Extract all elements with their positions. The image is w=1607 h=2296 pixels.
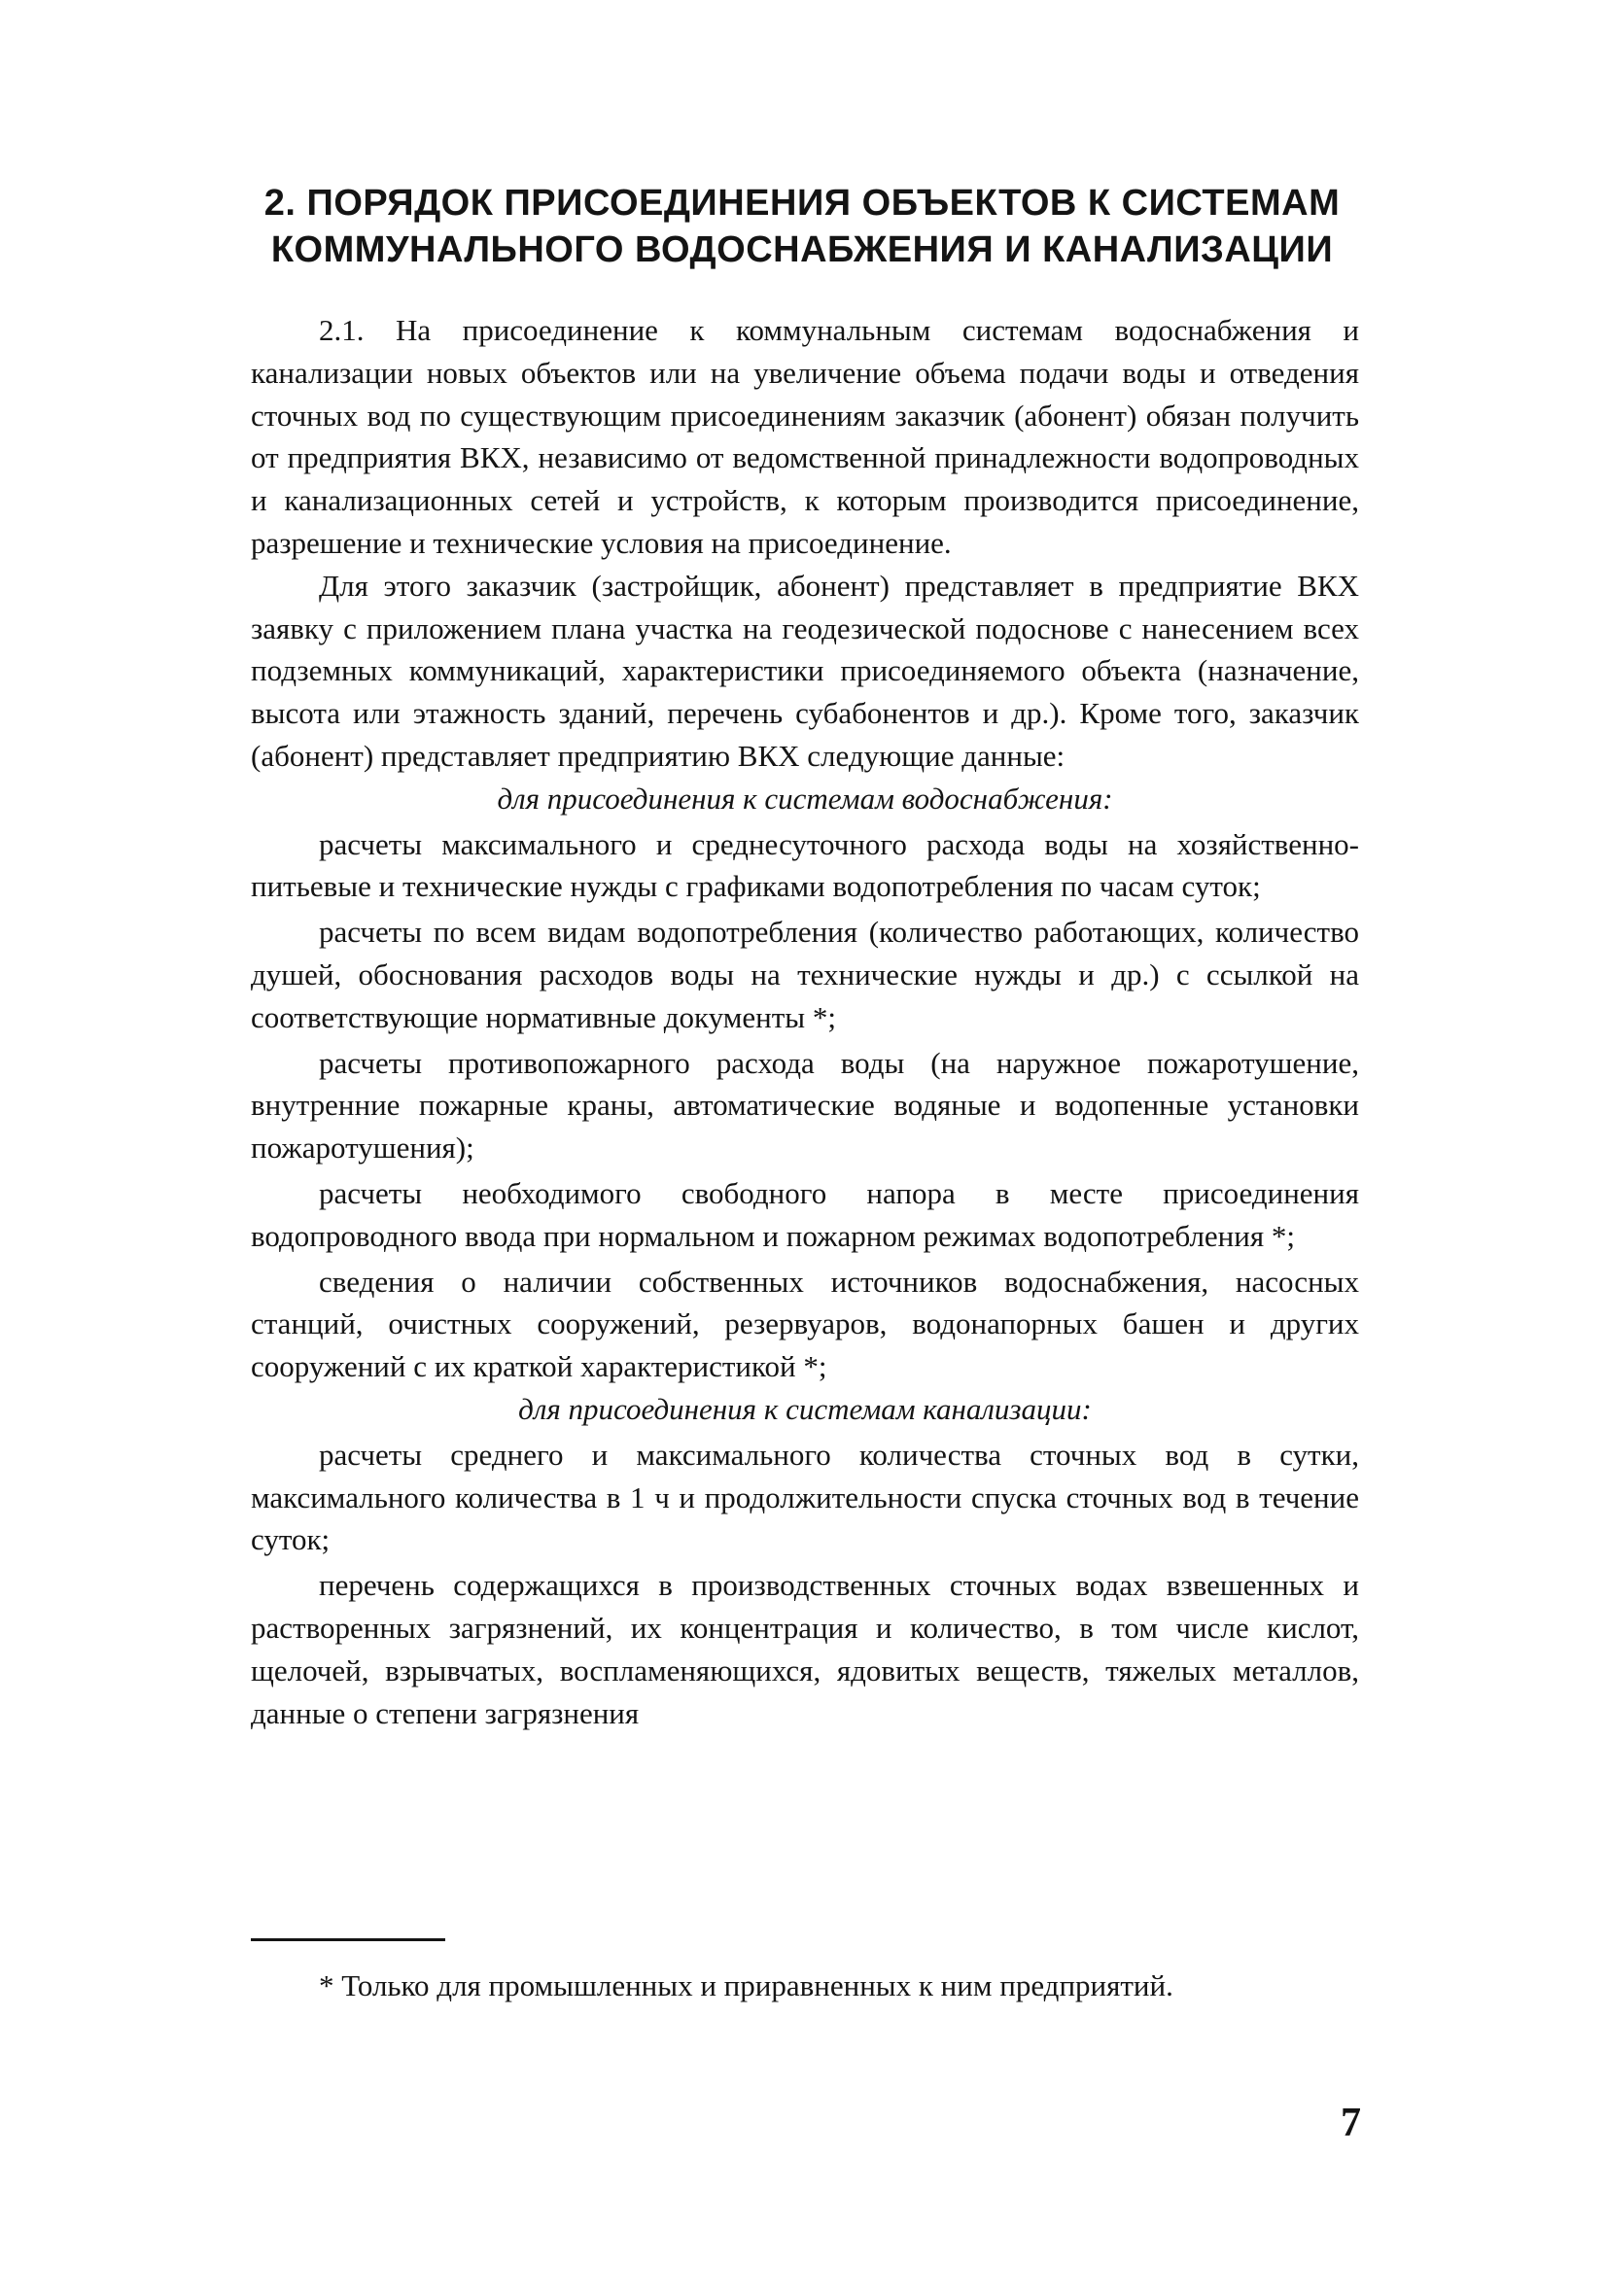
paragraph-2-1: 2.1. На присоединение к коммунальным системам водоснабжения и канализации новых объектов или на увеличение объема подачи воды и отведения сточных вод по существующим присоединениям заказчик (абонент) обязан получить от предприятия ВКХ, независимо от ведомственной принадлежности водопроводных и канализационных сетей и устройств, к которым производится присоединение, разрешение и технические условия на присоединение. xyxy=(251,313,1359,560)
list-item: расчеты по всем видам водопотребления (количество работающих, количество душей, обоснования расходов воды на технические нужды и др.) с ссылкой на соответствующие нормативные документы *; xyxy=(251,915,1359,1034)
list-item: расчеты среднего и максимального количества сточных вод в сутки, максимального количества в 1 ч и продолжительности спуска сточных вод в течение суток; xyxy=(251,1437,1359,1557)
heading-line-1: 2. ПОРЯДОК ПРИСОЕДИНЕНИЯ ОБЪЕКТОВ К СИСТЕМАМ xyxy=(263,183,1341,224)
subheading-sewerage: для присоединения к системам канализации: xyxy=(518,1391,1092,1426)
list-item: расчеты необходимого свободного напора в месте присоединения водопроводного ввода при нормальном и пожарном режимах водопотребления *; xyxy=(251,1175,1359,1253)
footnote-divider xyxy=(251,1938,445,1941)
paragraph-application: Для этого заказчик (застройщик, абонент) представляет в предприятие ВКХ заявку с приложением плана участка на геодезической подоснове с нанесением всех подземных коммуникаций, характеристики присоединяемого объекта (назначение, высота или этажность зданий, перечень субабонентов и др.). Кроме того, заказчик (абонент) представляет предприятию ВКХ следующие данные: xyxy=(251,568,1359,773)
list-item: расчеты максимального и среднесуточного расхода воды на хозяйственно-питьевые и технические нужды с графиками водопотребления по часам суток; xyxy=(251,826,1359,904)
footnote: * Только для промышленных и приравненных к ним предприятий. xyxy=(319,1968,1173,2002)
list-item: сведения о наличии собственных источников водоснабжения, насосных станций, очистных сооружений, резервуаров, водонапорных башен и других сооружений с их краткой характеристикой *; xyxy=(251,1264,1359,1384)
list-item: расчеты противопожарного расхода воды (на наружное пожаротушение, внутренние пожарные краны, автоматические водяные и водопенные установки пожаротушения); xyxy=(251,1045,1359,1165)
body-text xyxy=(251,309,1359,1734)
subheading-water-supply: для присоединения к системам водоснабжения: xyxy=(497,781,1113,816)
page-number: 7 xyxy=(1341,2101,1361,2145)
section-heading xyxy=(224,180,1380,273)
heading-line-2: КОММУНАЛЬНОГО ВОДОСНАБЖЕНИЯ И КАНАЛИЗАЦИИ xyxy=(270,229,1334,270)
list-item: перечень содержащихся в производственных сточных водах взвешенных и растворенных загрязнений, их концентрация и количество, в том числе кислот, щелочей, взрывчатых, воспламеняющихся, ядовитых веществ, тяжелых металлов, данные о степени загрязнения xyxy=(251,1568,1359,1730)
